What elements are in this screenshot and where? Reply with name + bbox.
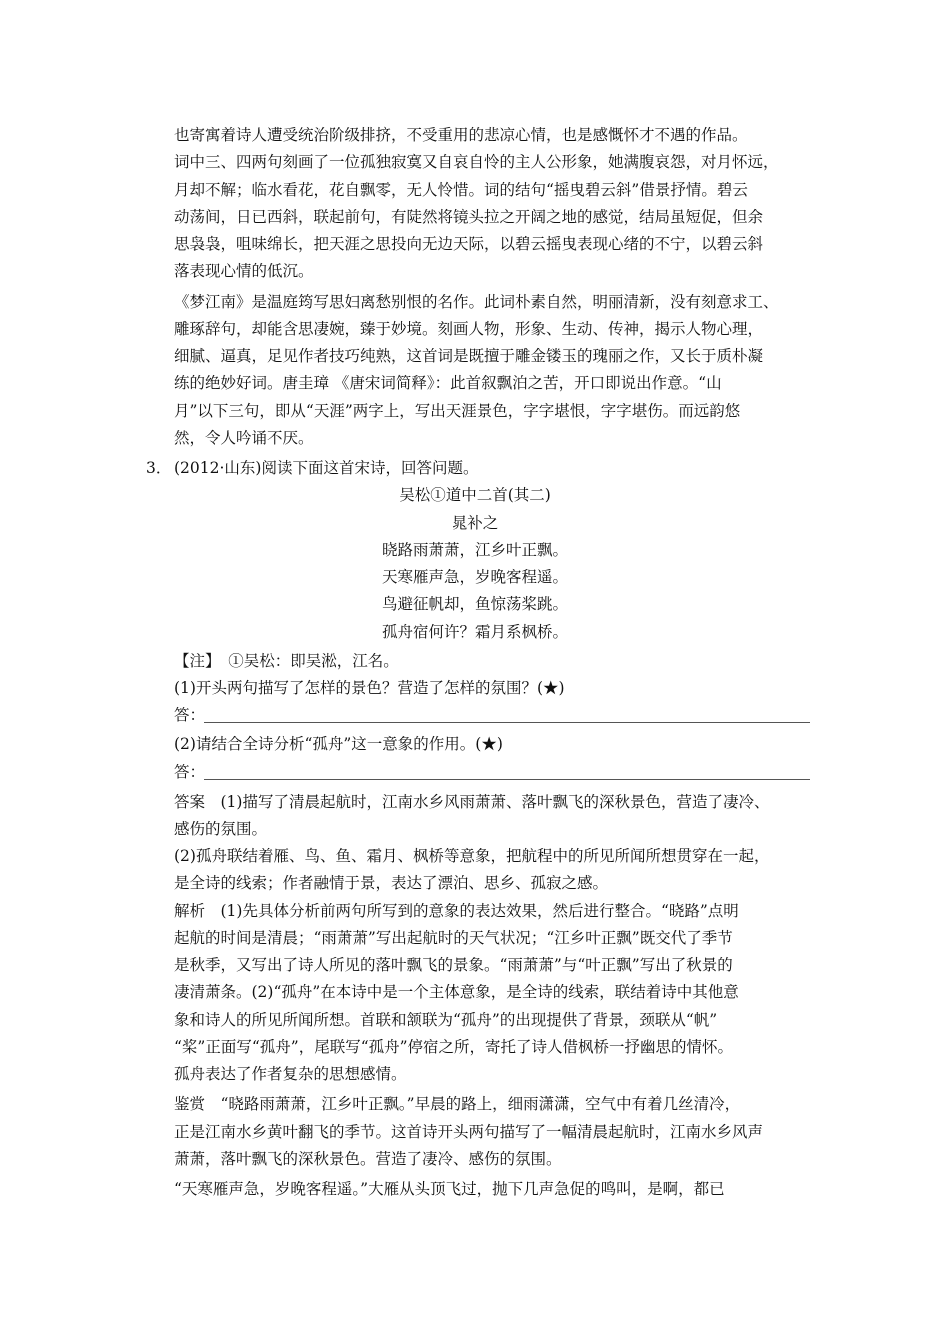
analysis-text: 凄清萧条。(2)“孤舟”在本诗中是一个主体意象，是全诗的线索，联结着诗中其他意 bbox=[174, 983, 739, 1001]
answer-blank[interactable] bbox=[204, 779, 810, 780]
sub-question-2: (2)请结合全诗分析“孤舟”这一意象的作用。(★) bbox=[174, 735, 503, 753]
question-stem: (2012·山东)阅读下面这首宋诗，回答问题。 bbox=[174, 459, 479, 477]
text-line: 词中三、四两句刻画了一位孤独寂寞又自哀自怜的主人公形象，她满腹哀怨，对月怀远， bbox=[174, 153, 779, 171]
answer-label: 答： bbox=[174, 763, 206, 781]
text-line: 落表现心情的低沉。 bbox=[174, 262, 314, 280]
poem-note: 【注】 ①吴松：即吴淞，江名。 bbox=[174, 652, 399, 670]
question-number: 3． bbox=[146, 459, 172, 477]
appreciation-text: 鉴赏 “晓路雨萧萧，江乡叶正飘。”早晨的路上，细雨潇潇，空气中有着几丝清冷， bbox=[174, 1095, 741, 1113]
analysis-text: “桨”正面写“孤舟”，尾联写“孤舟”停宿之所，寄托了诗人借枫桥一抒幽思的情怀。 bbox=[174, 1038, 734, 1056]
answer-text: 答案 (1)描写了清晨起航时，江南水乡风雨萧萧、落叶飘飞的深秋景色，营造了凄冷、 bbox=[174, 793, 770, 811]
appreciation-text: 萧萧，落叶飘飞的深秋景色。营造了凄冷、感伤的氛围。 bbox=[174, 1150, 562, 1168]
text-line: 然，令人吟诵不厌。 bbox=[174, 429, 314, 447]
answer-text: 是全诗的线索；作者融情于景，表达了漂泊、思乡、孤寂之感。 bbox=[174, 874, 609, 892]
text-line: 《梦江南》是温庭筠写思妇离愁别恨的名作。此词朴素自然，明丽清新，没有刻意求工、 bbox=[174, 293, 779, 311]
answer-blank[interactable] bbox=[204, 722, 810, 723]
text-line: 也寄寓着诗人遭受统治阶级排挤，不受重用的悲凉心情，也是感慨怀才不遇的作品。 bbox=[174, 126, 748, 144]
poem-title: 吴松①道中二首(其二) bbox=[399, 486, 551, 504]
analysis-text: 象和诗人的所见所闻所想。首联和颔联为“孤舟”的出现提供了背景，颈联从“帆” bbox=[174, 1011, 718, 1029]
poem-author: 晁补之 bbox=[451, 514, 499, 532]
text-line: 月”以下三句，即从“天涯”两字上，写出天涯景色，字字堪恨，字字堪伤。而远韵悠 bbox=[174, 402, 741, 420]
answer-label: 答： bbox=[174, 706, 206, 724]
analysis-text: 解析 (1)先具体分析前两句所写到的意象的表达效果，然后进行整合。“晓路”点明 bbox=[174, 902, 739, 920]
analysis-text: 是秋季，又写出了诗人所见的落叶飘飞的景象。“雨萧萧”与“叶正飘”写出了秋景的 bbox=[174, 956, 733, 974]
text-line: 月却不解；临水看花，花自飘零，无人怜惜。词的结句“摇曳碧云斜”借景抒情。碧云 bbox=[174, 181, 748, 199]
text-line: 雕琢辞句，却能含思凄婉，臻于妙境。刻画人物，形象、生动、传神，揭示人物心理， bbox=[174, 320, 764, 338]
sub-question-1: (1)开头两句描写了怎样的景色？营造了怎样的氛围？(★) bbox=[174, 679, 565, 697]
text-line: 思袅袅，咀味绵长，把天涯之思投向无边天际，以碧云摇曳表现心绪的不宁，以碧云斜 bbox=[174, 235, 764, 253]
text-line: 练的绝妙好词。唐圭璋 《唐宋词简释》：此首叙飘泊之苦，开口即说出作意。“山 bbox=[174, 374, 722, 392]
answer-text: 感伤的氛围。 bbox=[174, 820, 268, 838]
answer-text: (2)孤舟联结着雁、鸟、鱼、霜月、枫桥等意象，把航程中的所见所闻所想贯穿在一起， bbox=[174, 847, 770, 865]
text-line: 动荡间，日已西斜，联起前句，有陡然将镜头拉之开阔之地的感觉，结局虽短促，但余 bbox=[174, 208, 764, 226]
text-line: 细腻、逼真，足见作者技巧纯熟，这首词是既擅于雕金镂玉的瑰丽之作，又长于质朴凝 bbox=[174, 347, 764, 365]
analysis-text: 孤舟表达了作者复杂的思想感情。 bbox=[174, 1065, 407, 1083]
poem-line: 孤舟宿何许？霜月系枫桥。 bbox=[381, 623, 568, 641]
poem-line: 天寒雁声急，岁晚客程遥。 bbox=[381, 568, 568, 586]
poem-line: 晓路雨萧萧，江乡叶正飘。 bbox=[381, 541, 568, 559]
appreciation-text: 正是江南水乡黄叶翻飞的季节。这首诗开头两句描写了一幅清晨起航时，江南水乡风声 bbox=[174, 1123, 764, 1141]
analysis-text: 起航的时间是清晨；“雨萧萧”写出起航时的天气状况；“江乡叶正飘”既交代了季节 bbox=[174, 929, 733, 947]
appreciation-text: “天寒雁声急，岁晚客程遥。”大雁从头顶飞过，抛下几声急促的鸣叫，是啊，都已 bbox=[174, 1180, 725, 1198]
poem-line: 鸟避征帆却，鱼惊荡桨跳。 bbox=[381, 595, 568, 613]
